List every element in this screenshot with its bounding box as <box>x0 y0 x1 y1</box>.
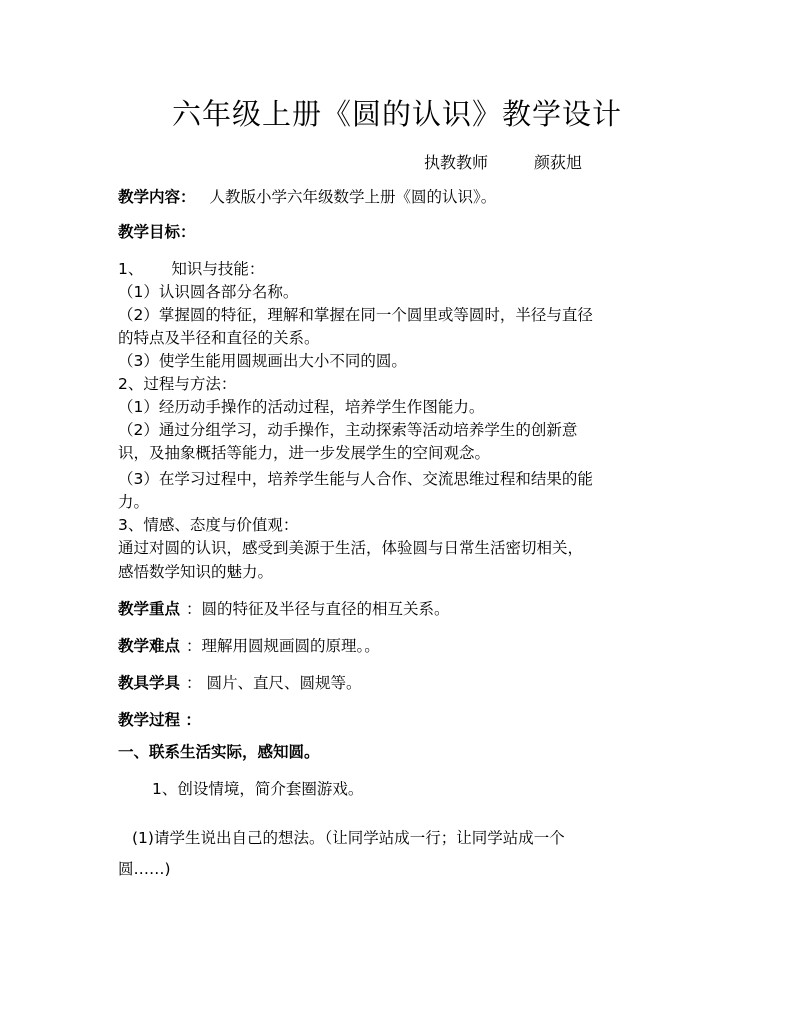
page-title: 六年级上册《圆的认识》教学设计 <box>171 97 622 131</box>
step1-1-line2: 圆……) <box>118 860 171 878</box>
goal2-item: （1）经历动手操作的活动过程，培养学生作图能力。 <box>118 398 485 416</box>
difficulty-label: 教学难点 <box>118 637 181 655</box>
tools-text: ： 圆片、直尺、圆规等。 <box>186 674 362 692</box>
goal1-item: （1）认识圆各部分名称。 <box>118 283 299 301</box>
goals-heading: 教学目标： <box>118 223 196 241</box>
content-line <box>118 186 496 208</box>
difficulty-text: ：理解用圆规画圆的原理。。 <box>186 637 380 655</box>
goal3-heading: 3、情感、态度与价值观： <box>118 516 299 534</box>
step1-1-line1: (1)请学生说出自己的想法。（让同学站成一行；让同学站成一个 <box>132 829 565 847</box>
goal2-item: 识，及抽象概括等能力，进一步发展学生的空间观念。 <box>118 444 491 462</box>
teacher-name: 颜荻旭 <box>534 153 583 172</box>
section1-heading: 一、联系生活实际，感知圆。 <box>118 743 320 761</box>
content-label: 教学内容： <box>118 188 196 206</box>
step1-line: 1、创设情境，简介套圈游戏。 <box>152 780 364 798</box>
goal3-item: 通过对圆的认识，感受到美源于生活，体验圆与日常生活密切相关， <box>118 539 584 557</box>
goal2-item: （2）通过分组学习，动手操作，主动探索等活动培养学生的创新意 <box>118 421 578 439</box>
tools-label: 教具学具 <box>118 674 181 692</box>
goal1-text: 知识与技能： <box>171 260 265 278</box>
process-heading: 教学过程 ： <box>118 711 201 729</box>
difficulty-line <box>118 635 380 657</box>
goal1-number: 1、 <box>118 260 144 278</box>
goal2-heading: 2、过程与方法： <box>118 375 237 393</box>
goal1-item: （3）使学生能用圆规画出大小不同的圆。 <box>118 352 407 370</box>
goal1-item: 的特点及半径和直径的关系。 <box>118 329 320 347</box>
content-text: 人教版小学六年级数学上册《圆的认识》。 <box>209 188 497 206</box>
tools-line <box>118 672 361 694</box>
key-point-label: 教学重点 <box>118 600 181 618</box>
goal1-item: （2）掌握圆的特征，理解和掌握在同一个圆里或等圆时，半径与直径 <box>118 306 593 324</box>
goal1-heading <box>118 258 264 280</box>
goal3-item: 感悟数学知识的魅力。 <box>118 563 274 581</box>
teacher-label: 执教教师 <box>424 153 489 172</box>
key-point-line <box>118 598 450 620</box>
goal2-item: （3）在学习过程中，培养学生能与人合作、交流思维过程和结果的能 <box>118 470 593 488</box>
goal2-item: 力。 <box>118 493 150 511</box>
key-point-text: ：圆的特征及半径与直径的相互关系。 <box>186 600 450 618</box>
teacher-line <box>424 150 582 173</box>
